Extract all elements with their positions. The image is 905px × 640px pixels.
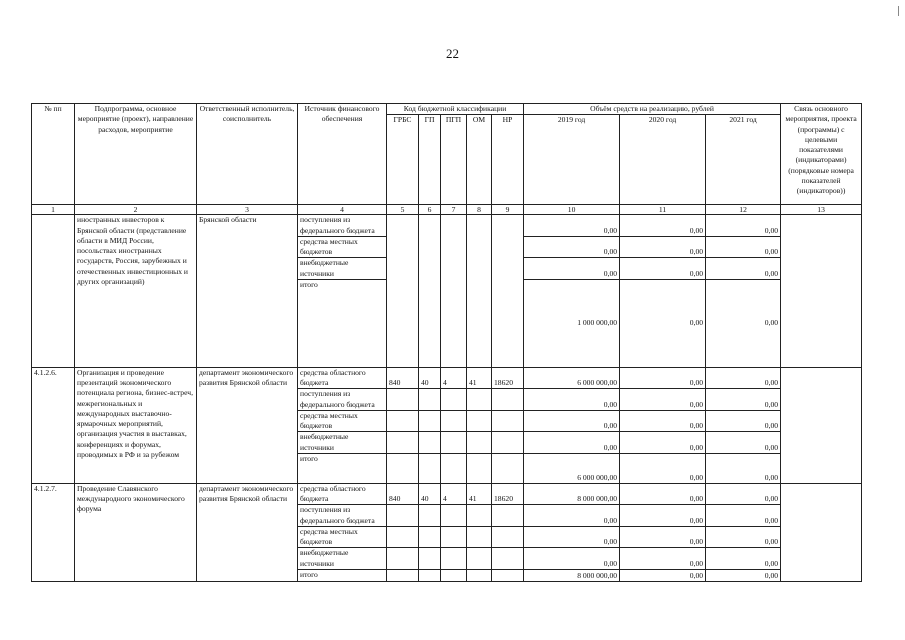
amount-2020-total: 0,00 (620, 279, 706, 367)
amount-2019: 0,00 (524, 526, 620, 548)
amount-2020: 0,00 (620, 432, 706, 454)
om-cell (467, 548, 492, 570)
edge-mark (898, 6, 899, 16)
column-number: 5 (387, 205, 419, 215)
amount-2019: 0,00 (524, 410, 620, 432)
pgp-cell (441, 410, 467, 432)
gp-cell (419, 215, 441, 368)
row-number: 4.1.2.6. (32, 367, 75, 483)
amount-2021-total: 0,00 (706, 569, 781, 581)
om-cell (467, 526, 492, 548)
pgp-cell (441, 389, 467, 411)
amount-2021: 0,00 (706, 367, 781, 389)
amount-2019-total: 1 000 000,00 (524, 279, 620, 367)
financing-table (31, 103, 862, 582)
om-code: 41 (467, 483, 492, 505)
amount-2020: 0,00 (620, 258, 706, 280)
header-col-nr: НР (492, 115, 524, 205)
amount-2019: 0,00 (524, 258, 620, 280)
column-number: 10 (524, 205, 620, 215)
table-row (32, 367, 862, 389)
funding-source: поступления из федерального бюджета (298, 505, 387, 527)
header-col-grbs: ГРБС (387, 115, 419, 205)
measure-name: Организация и проведение презентаций экономического потенциала региона, бизнес-встреч, межрегиональных и международных выставочно-ярмарочных мероприятий, организация участия в выставках, конференциях и форумах, проводимых в РФ и за рубежом (75, 367, 197, 483)
nr-cell (492, 453, 524, 483)
column-number: 11 (620, 205, 706, 215)
amount-2021-total: 0,00 (706, 453, 781, 483)
header-col-volume: Объём средств на реализацию, рублей (524, 104, 781, 115)
funding-source: средства местных бюджетов (298, 410, 387, 432)
nr-cell (492, 215, 524, 368)
header-col-source: Источник финансового обеспечения (298, 104, 387, 205)
funding-source: средства местных бюджетов (298, 526, 387, 548)
amount-2019-total: 8 000 000,00 (524, 569, 620, 581)
pgp-cell (441, 548, 467, 570)
grbs-cell (387, 389, 419, 411)
pgp-code: 4 (441, 483, 467, 505)
gp-code: 40 (419, 483, 441, 505)
column-number: 9 (492, 205, 524, 215)
grbs-cell (387, 569, 419, 581)
amount-2019: 0,00 (524, 432, 620, 454)
pgp-cell (441, 453, 467, 483)
amount-2020: 0,00 (620, 367, 706, 389)
pgp-code: 4 (441, 367, 467, 389)
column-number: 8 (467, 205, 492, 215)
gp-cell (419, 569, 441, 581)
pgp-cell (441, 569, 467, 581)
grbs-cell (387, 453, 419, 483)
amount-2020-total: 0,00 (620, 453, 706, 483)
amount-2019: 0,00 (524, 215, 620, 237)
om-cell (467, 505, 492, 527)
page-number: 22 (446, 46, 459, 61)
column-number: 6 (419, 205, 441, 215)
header-col-om: ОМ (467, 115, 492, 205)
amount-2021: 0,00 (706, 258, 781, 280)
amount-2021: 0,00 (706, 483, 781, 505)
table-row (32, 215, 862, 237)
amount-2019: 0,00 (524, 548, 620, 570)
om-cell (467, 432, 492, 454)
pgp-cell (441, 505, 467, 527)
header-col-budget-code: Код бюджетной классификации (387, 104, 524, 115)
amount-2021: 0,00 (706, 236, 781, 258)
gp-cell (419, 453, 441, 483)
indicator-link (781, 215, 862, 368)
grbs-cell (387, 548, 419, 570)
gp-cell (419, 505, 441, 527)
amount-2021: 0,00 (706, 505, 781, 527)
header-row-1 (32, 104, 862, 115)
header-col-pgp: ПГП (441, 115, 467, 205)
table-row (32, 483, 862, 505)
column-number: 12 (706, 205, 781, 215)
amount-2020-total: 0,00 (620, 569, 706, 581)
funding-source-total: итого (298, 569, 387, 581)
gp-cell (419, 526, 441, 548)
amount-2021-total: 0,00 (706, 279, 781, 367)
header-col-link: Связь основного мероприятия, проекта (программы) с целевыми показателями (индикаторами) (порядковые номера показателей (индикаторов)) (781, 104, 862, 205)
amount-2020: 0,00 (620, 526, 706, 548)
nr-cell (492, 526, 524, 548)
executor: Брянской области (197, 215, 298, 368)
grbs-cell (387, 526, 419, 548)
header-col-executor: Ответственный исполнитель, соисполнитель (197, 104, 298, 205)
grbs-code: 840 (387, 483, 419, 505)
amount-2020: 0,00 (620, 215, 706, 237)
om-code: 41 (467, 367, 492, 389)
funding-source: средства областного бюджета (298, 367, 387, 389)
indicator-link (781, 483, 862, 581)
nr-cell (492, 432, 524, 454)
gp-cell (419, 548, 441, 570)
amount-2019: 0,00 (524, 505, 620, 527)
nr-cell (492, 389, 524, 411)
header-col-2020: 2020 год (620, 115, 706, 205)
om-cell (467, 569, 492, 581)
nr-cell (492, 410, 524, 432)
nr-cell (492, 505, 524, 527)
om-cell (467, 389, 492, 411)
grbs-code: 840 (387, 367, 419, 389)
executor: департамент экономического развития Брянской области (197, 367, 298, 483)
amount-2019: 8 000 000,00 (524, 483, 620, 505)
row-number (32, 215, 75, 368)
gp-cell (419, 432, 441, 454)
header-col-no: № пп (32, 104, 75, 205)
header-col-2019: 2019 год (524, 115, 620, 205)
amount-2019: 0,00 (524, 389, 620, 411)
column-number: 2 (75, 205, 197, 215)
column-numbers-row (32, 205, 862, 215)
measure-name: Проведение Славянского международного экономического форума (75, 483, 197, 581)
gp-cell (419, 389, 441, 411)
funding-source-total: итого (298, 453, 387, 483)
amount-2020: 0,00 (620, 236, 706, 258)
nr-code: 18620 (492, 483, 524, 505)
nr-code: 18620 (492, 367, 524, 389)
funding-source-total: итого (298, 279, 387, 367)
nr-cell (492, 548, 524, 570)
amount-2021: 0,00 (706, 432, 781, 454)
grbs-cell (387, 410, 419, 432)
column-number: 7 (441, 205, 467, 215)
om-cell (467, 453, 492, 483)
amount-2020: 0,00 (620, 483, 706, 505)
grbs-cell (387, 505, 419, 527)
grbs-cell (387, 432, 419, 454)
amount-2020: 0,00 (620, 389, 706, 411)
column-number: 4 (298, 205, 387, 215)
funding-source: внебюджетные источники (298, 548, 387, 570)
pgp-cell (441, 526, 467, 548)
amount-2021: 0,00 (706, 526, 781, 548)
amount-2021: 0,00 (706, 215, 781, 237)
amount-2020: 0,00 (620, 410, 706, 432)
funding-source: внебюджетные источники (298, 258, 387, 280)
funding-source: поступления из федерального бюджета (298, 389, 387, 411)
header-col-program: Подпрограмма, основное мероприятие (проект), направление расходов, мероприятие (75, 104, 197, 205)
column-number: 13 (781, 205, 862, 215)
indicator-link (781, 367, 862, 483)
measure-name: иностранных инвесторов к Брянской области (представление области в МИД России, посольствах иностранных государств, Россия, зарубежных и отечественных инвестиционных и других организаций) (75, 215, 197, 368)
funding-source: поступления из федерального бюджета (298, 215, 387, 237)
funding-source: средства областного бюджета (298, 483, 387, 505)
amount-2019: 0,00 (524, 236, 620, 258)
amount-2019-total: 6 000 000,00 (524, 453, 620, 483)
om-cell (467, 215, 492, 368)
pgp-cell (441, 215, 467, 368)
gp-code: 40 (419, 367, 441, 389)
amount-2020: 0,00 (620, 505, 706, 527)
header-col-gp: ГП (419, 115, 441, 205)
row-number: 4.1.2.7. (32, 483, 75, 581)
nr-cell (492, 569, 524, 581)
column-number: 3 (197, 205, 298, 215)
amount-2020: 0,00 (620, 548, 706, 570)
pgp-cell (441, 432, 467, 454)
grbs-cell (387, 215, 419, 368)
executor: департамент экономического развития Брянской области (197, 483, 298, 581)
funding-source: внебюджетные источники (298, 432, 387, 454)
gp-cell (419, 410, 441, 432)
funding-source: средства местных бюджетов (298, 236, 387, 258)
om-cell (467, 410, 492, 432)
column-number: 1 (32, 205, 75, 215)
amount-2021: 0,00 (706, 410, 781, 432)
amount-2021: 0,00 (706, 548, 781, 570)
header-col-2021: 2021 год (706, 115, 781, 205)
amount-2019: 6 000 000,00 (524, 367, 620, 389)
amount-2021: 0,00 (706, 389, 781, 411)
